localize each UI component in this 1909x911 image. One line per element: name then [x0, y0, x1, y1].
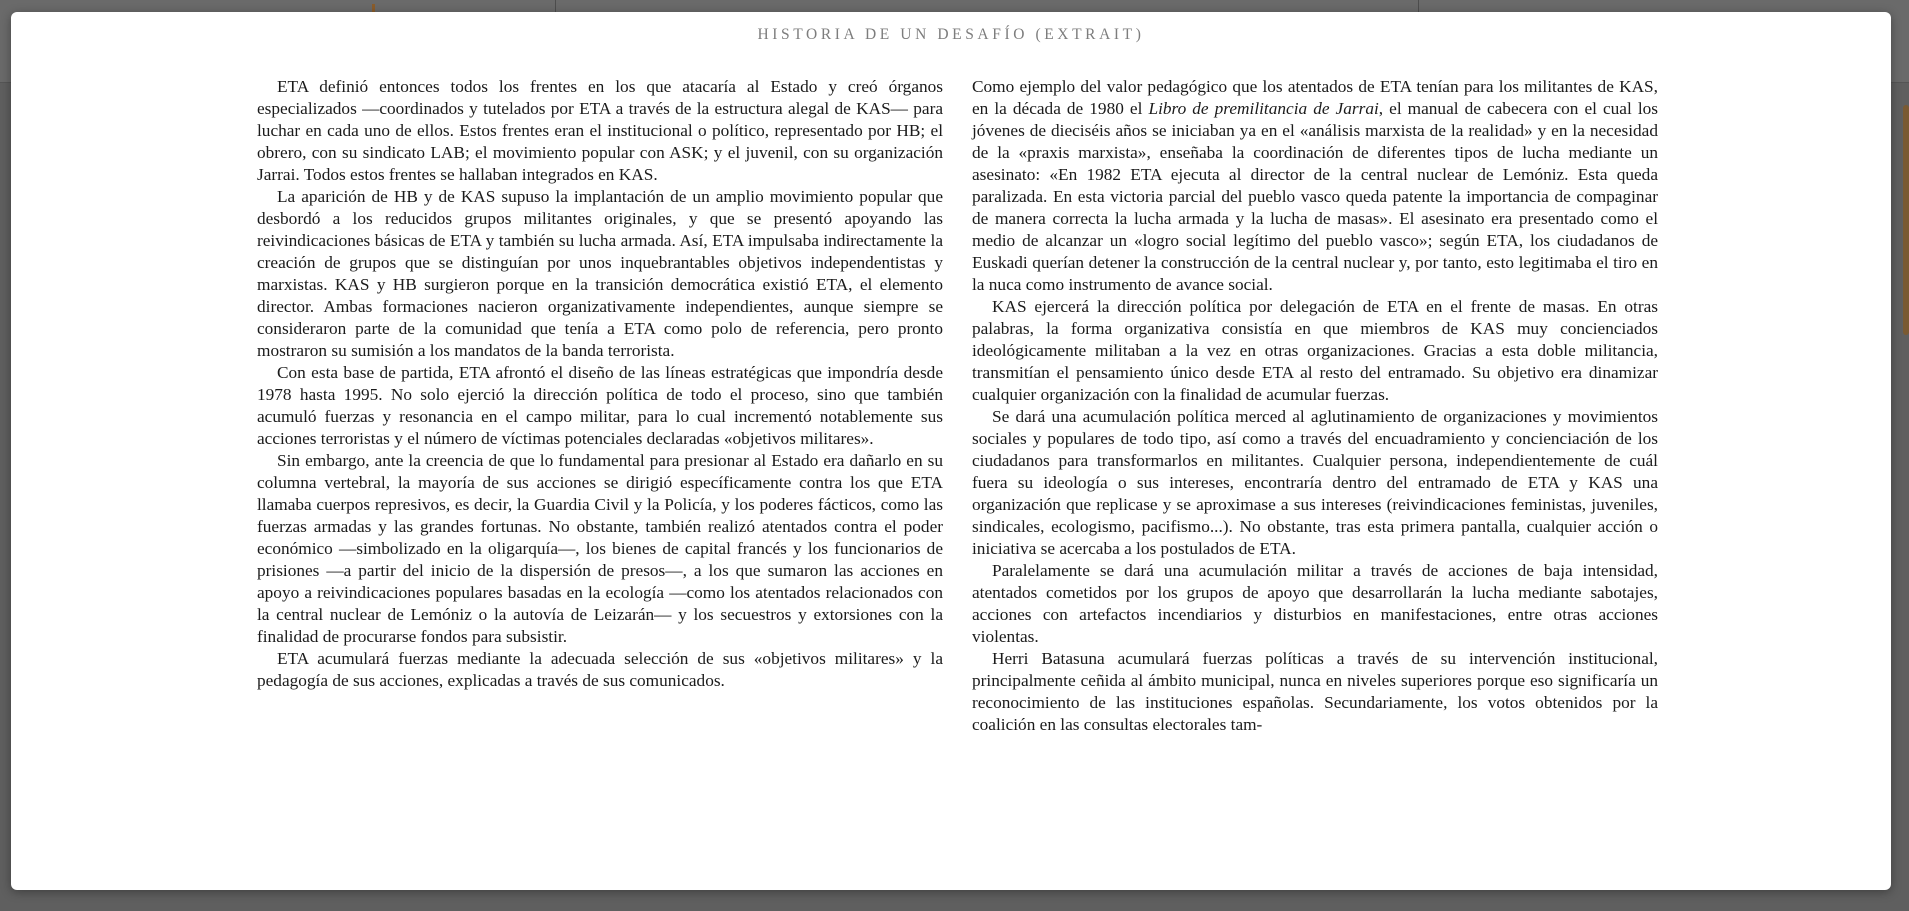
right-column: [972, 76, 1658, 736]
paragraph: Se dará una acumulación política merced al aglutinamiento de organizaciones y movimientos sociales y populares de todo tipo, así como a través del encuadramiento y concienciación de los ciudadanos para transformarlos en militantes. Cualquier persona, independientemente de cuál fuera su ideología o sus intereses, encontraría dentro del entramado de ETA y KAS una organización que replicase y se aproximase a sus intereses (reivindicaciones feministas, juveniles, sindicales, ecologismo, pacifismo...). No obstante, tras esta primera pantalla, cualquier acción o iniciativa se acercaba a los postulados de ETA.: [972, 407, 1658, 558]
paragraph: [972, 76, 1658, 296]
excerpt-columns: [257, 76, 1658, 736]
paragraph-text: , el manual de cabecera con el cual los jóvenes de dieciséis años se iniciaban ya en el «análisis marxista de la realidad» y en la necesidad de la «praxis marxista», enseñaba la coordinación de diferentes tipos de lucha mediante un asesinato: «En 1982 ETA ejecuta al director de la central nuclear de Lemóniz. Esta queda paralizada. En esta victoria parcial del pueblo vasco queda patente la importancia de compaginar de manera correcta la lucha armada y la lucha de masas». El asesinato era presentado como el medio de alcanzar un «logro social legítimo del pueblo vasco»; según ETA, los ciudadanos de Euskadi querían detener la construcción de la central nuclear y, por tanto, esto legitimaba el tiro en la nuca como instrumento de avance social.: [972, 99, 1658, 294]
background-scrollbar: [1903, 105, 1909, 335]
paragraph: La aparición de HB y de KAS supuso la implantación de un amplio movimiento popular que desbordó a los reducidos grupos militantes originales, y que se presentó apoyando las reivindicaciones básicas de ETA y también su lucha armada. Así, ETA impulsaba indirectamente la creación de grupos que se distinguían por unos inquebrantables objetivos independentistas y marxistas. KAS y HB surgieron porque en la transición democrática existió ETA, el elemento director. Ambas formaciones nacieron organizativamente independientes, aunque siempre se consideraron parte de la comunidad que tenía a ETA como polo de referencia, pero pronto mostraron su sumisión a los mandatos de la banda terrorista.: [257, 187, 943, 360]
paragraph-text: Como ejemplo del valor pedagógico que los atentados de ETA tenían para los militantes de KAS, en la década de 1980 el: [972, 77, 1658, 118]
paragraph: Sin embargo, ante la creencia de que lo fundamental para presionar al Estado era dañarlo en su columna vertebral, la mayoría de sus acciones se dirigió específicamente contra los que ETA llamaba cuerpos represivos, es decir, la Guardia Civil y la Policía, y los poderes fácticos, como las fuerzas armadas y las grandes fortunas. No obstante, también realizó atentados contra el poder económico —simbolizado en la oligarquía—, los bienes de capital francés y los funcionarios de prisiones —a partir del inicio de la dispersión de presos—, a los que sumaron las acciones en apoyo a reivindicaciones populares basadas en la ecología —como los atentados relacionados con la central nuclear de Lemóniz o la autovía de Leizarán— y los secuestros y extorsiones con la finalidad de procurarse fondos para subsistir.: [257, 451, 943, 646]
excerpt-modal: [11, 12, 1891, 890]
paragraph: Paralelamente se dará una acumulación militar a través de acciones de baja intensidad, atentados cometidos por los grupos de apoyo que desarrollarán la lucha mediante sabotajes, acciones con artefactos incendiarios y disturbios en manifestaciones, entre otras acciones violentas.: [972, 561, 1658, 646]
paragraph: Con esta base de partida, ETA afrontó el diseño de las líneas estratégicas que impondría desde 1978 hasta 1995. No solo ejerció la dirección política de todo el proceso, sino que también acumuló fuerzas y resonancia en el campo militar, para lo cual incrementó notablemente sus acciones terroristas y el número de víctimas potenciales declaradas «objetivos militares».: [257, 363, 943, 448]
modal-title: HISTORIA DE UN DESAFÍO (EXTRAIT): [757, 26, 1145, 43]
left-column: [257, 76, 943, 736]
paragraph: ETA definió entonces todos los frentes en los que atacaría al Estado y creó órganos especializados —coordinados y tutelados por ETA a través de la estructura alegal de KAS— para luchar en cada uno de ellos. Estos frentes eran el institucional o político, representado por HB; el obrero, con su sindicato LAB; el movimiento popular con ASK; y el juvenil, con su organización Jarrai. Todos estos frentes se hallaban integrados en KAS.: [257, 77, 943, 184]
paragraph: ETA acumulará fuerzas mediante la adecuada selección de sus «objetivos militares» y la pedagogía de sus acciones, explicadas a través de sus comunicados.: [257, 649, 943, 690]
paragraph: Herri Batasuna acumulará fuerzas políticas a través de su intervención institucional, principalmente ceñida al ámbito municipal, nunca en niveles superiores porque eso significaría un reconocimiento de las instituciones españolas. Secundariamente, los votos obtenidos por la coalición en las consultas electorales tam-: [972, 649, 1658, 734]
paragraph: KAS ejercerá la dirección política por delegación de ETA en el frente de masas. En otras palabras, la forma organizativa consistía en que miembros de KAS muy concienciados ideológicamente militaban a la vez en otras organizaciones. Gracias a esta doble militancia, transmitían el pensamiento único desde ETA al resto del entramado. Su objetivo era dinamizar cualquier organización con la finalidad de acumular fuerzas.: [972, 297, 1658, 404]
book-title: Libro de premilitancia de Jarrai: [1148, 99, 1379, 118]
